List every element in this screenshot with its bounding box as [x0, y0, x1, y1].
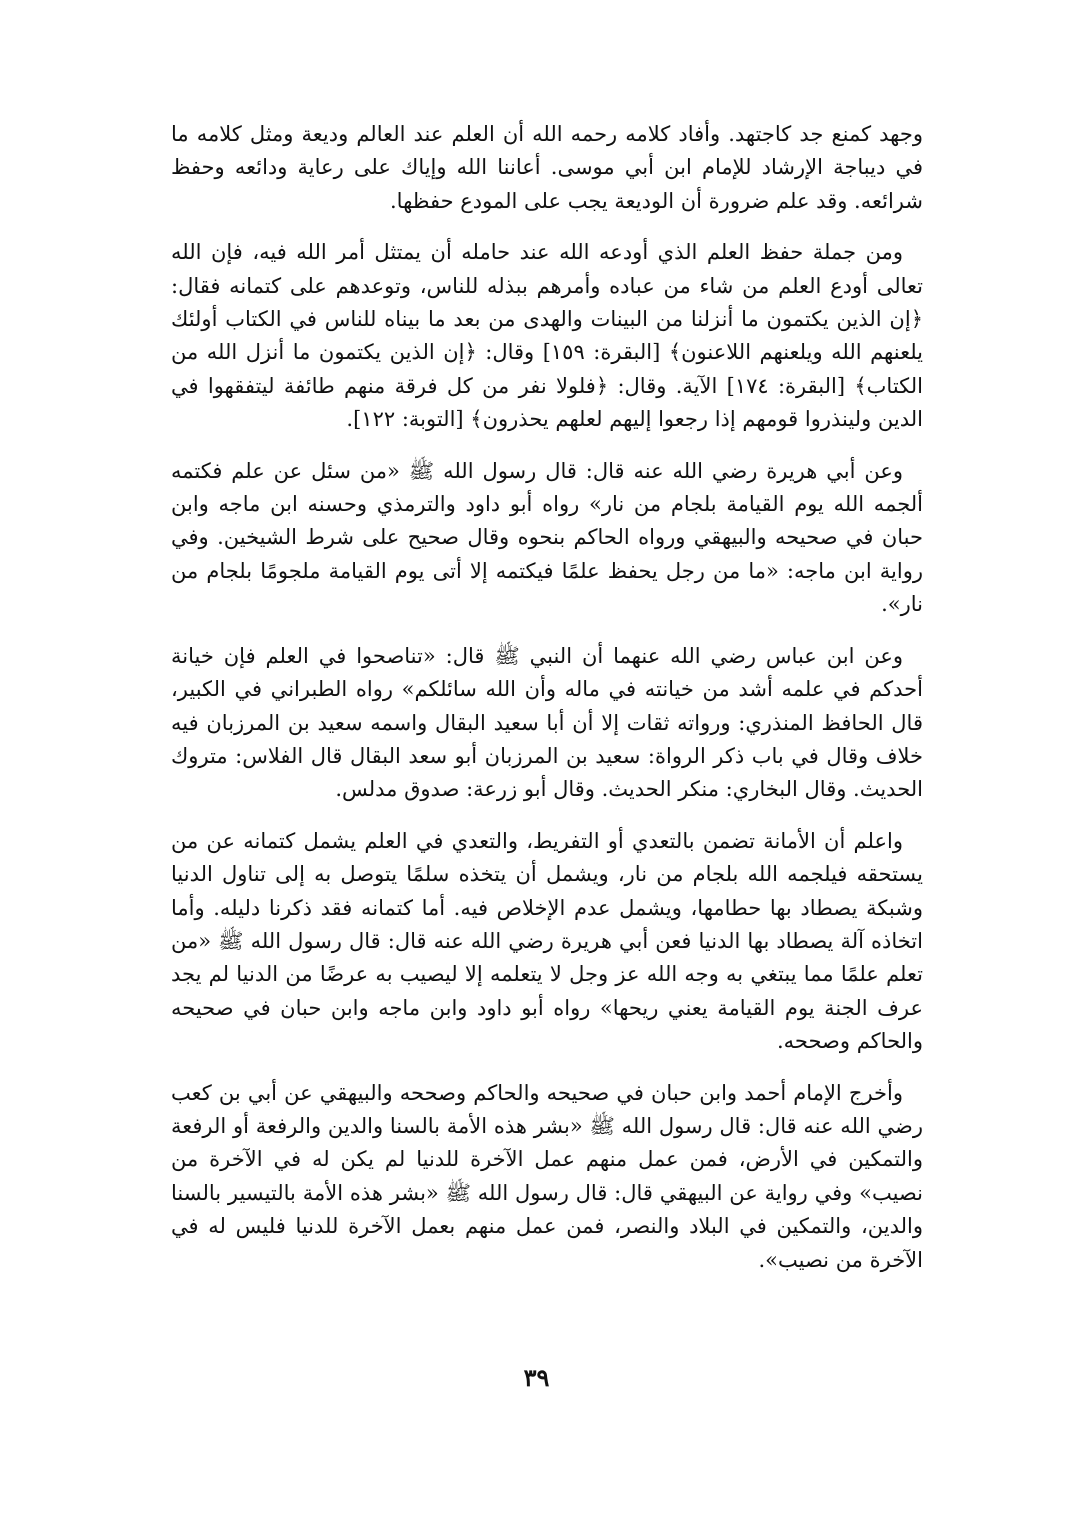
- paragraph-3: وعن أبي هريرة رضي الله عنه قال: قال رسول الله ﷺ «من سئل عن علم فكتمه ألجمه الله يوم القيامة بلجام من نار» رواه أبو داود والترمذي وحسنه ابن ماجه وابن حبان في صحيحه والبيهقي ورواه الحاكم بنحوه وقال صحيح على شرط الشيخين. وفي رواية ابن ماجه: «ما من رجل يحفظ علمًا فيكتمه إلا أتى يوم القيامة ملجومًا بلجام من نار».: [171, 458, 923, 617]
- paragraph-5: واعلم أن الأمانة تضمن بالتعدي أو التفريط، والتعدي في العلم يشمل كتمانه عن من يستحقه فيلجمه الله بلجام من نار، ويشمل أن يتخذه سلمًا يتوصل به إلى تناول الدنيا وشبكة يصطاد بها حطامها، ويشمل عدم الإخلاص فيه. أما كتمانه فقد ذكرنا دليله. وأما اتخاذه آلة يصطاد بها الدنيا فعن أبي هريرة رضي الله عنه قال: قال رسول الله ﷺ «من تعلم علمًا مما يبتغي به وجه الله عز وجل لا يتعلمه إلا ليصيب به عرضًا من الدنيا لم يجد عرف الجنة يوم القيامة يعني ريحها» رواه أبو داود وابن ماجه وابن حبان في صحيحه والحاكم وصححه.: [171, 828, 923, 1054]
- paragraph-4: وعن ابن عباس رضي الله عنهما أن النبي ﷺ قال: «تناصحوا في العلم فإن خيانة أحدكم في علمه أشد من خيانته في ماله وأن الله سائلكم» رواه الطبراني في الكبير، قال الحافظ المنذري: ورواته ثقات إلا أن أبا سعيد البقال واسمه سعيد بن المرزبان فيه خلاف وقال في باب ذكر الرواة: سعيد بن المرزبان أبو سعد البقال قال الفلاس: متروك الحديث. وقال البخاري: منكر الحديث. وقال أبو زرعة: صدوق مدلس.: [171, 643, 923, 802]
- paragraph-6: وأخرج الإمام أحمد وابن حبان في صحيحه والحاكم وصححه والبيهقي عن أبي بن كعب رضي الله عنه قال: قال رسول الله ﷺ «بشر هذه الأمة بالسنا والدين والرفعة أو الرفعة والتمكين في الأرض، فمن عمل منهم عمل الآخرة للدنيا لم يكن له في الآخرة من نصيب» وفي رواية عن البيهقي قال: قال رسول الله ﷺ «بشر هذه الأمة بالتيسير بالسنا والدين، والتمكين في البلاد والنصر، فمن عمل منهم بعمل الآخرة للدنيا فليس له في الآخرة من نصيب».: [171, 1080, 923, 1272]
- page-number: ٣٩: [523, 1363, 550, 1392]
- paragraph-2: ومن جملة حفظ العلم الذي أودعه الله عند حامله أن يمتثل أمر الله فيه، فإن الله تعالى أودع العلم من شاء من عباده وأمرهم ببذله للناس، وتوعدهم على كتمانه فقال: ﴿إن الذين يكتمون ما أنزلنا من البينات والهدى من بعد ما بيناه للناس في الكتاب أولئك يلعنهم الله ويلعنهم اللاعنون﴾ [البقرة: ١٥٩] وقال: ﴿إن الذين يكتمون ما أنزل الله من الكتاب﴾ [البقرة: ١٧٤] الآية. وقال: ﴿فلولا نفر من كل فرقة منهم طائفة ليتفقهوا في الدين ولينذروا قومهم إذا رجعوا إليهم لعلهم يحذرون﴾ [التوبة: ١٢٢].: [171, 240, 923, 432]
- page-body: [171, 118, 923, 1295]
- paragraph-1: وجهد كمنع جد كاجتهد. وأفاد كلامه رحمه الله أن العلم عند العالم وديعة ومثل كلامه ما في ديباجة الإرشاد للإمام ابن أبي موسى. أعاننا الله وإياك على رعاية ودائعه وحفظ شرائعه. وقد علم ضرورة أن الوديعة يجب على المودع حفظها.: [171, 122, 923, 213]
